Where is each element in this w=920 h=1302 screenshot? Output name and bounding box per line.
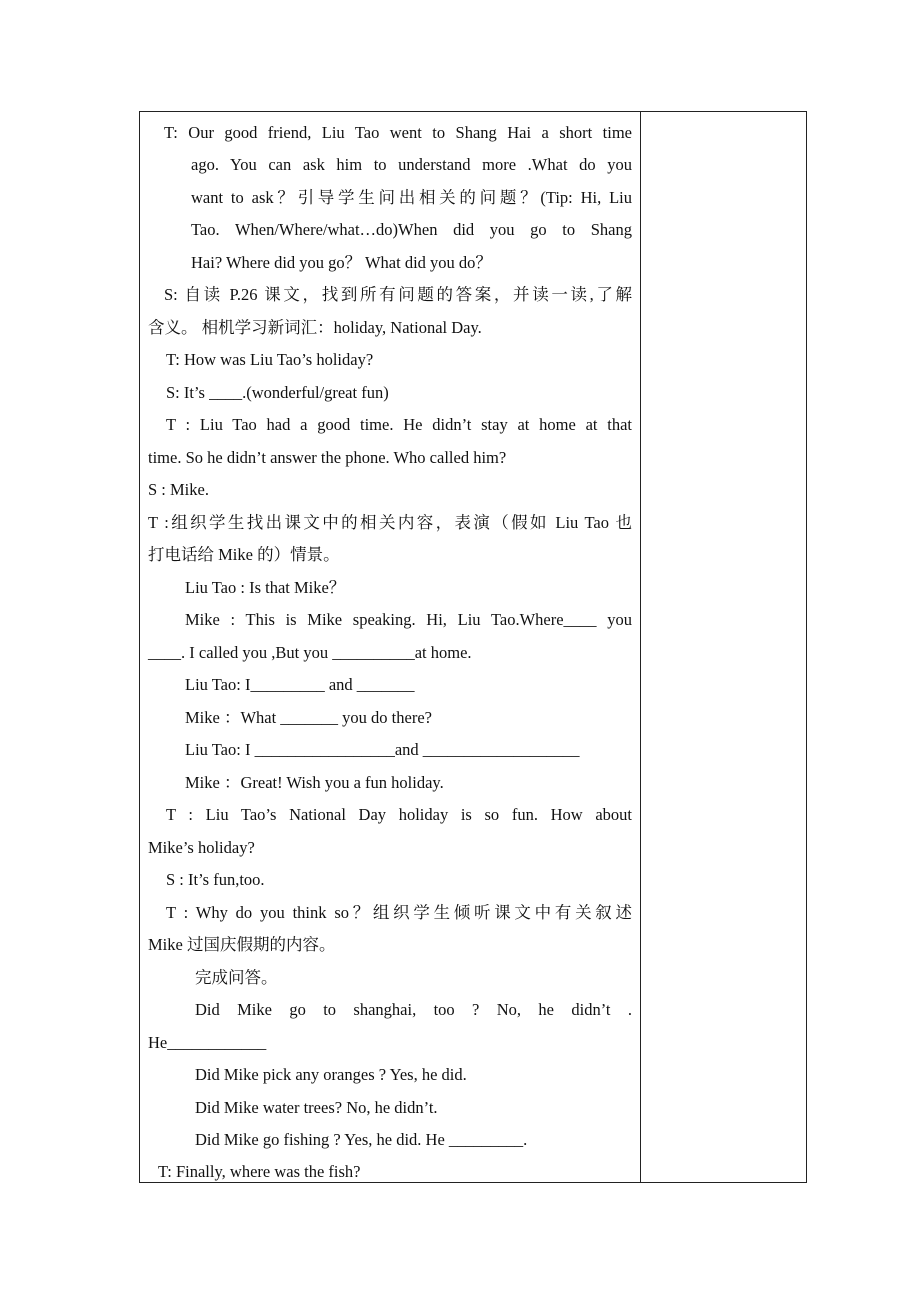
dialogue-line: Mike ：What _______ you do there? <box>185 708 432 727</box>
text-line: T: Our good friend, Liu Tao went to Shang Hai a short time <box>164 123 632 142</box>
dialogue-line: Liu Tao: I _________________and ___________________ <box>185 740 580 759</box>
question-line: Did Mike go to shanghai, too ? No, he didn’t . <box>195 1000 632 1019</box>
text-line: T : Why do you think so？组织学生倾听课文中有关叙述 <box>166 903 632 922</box>
dialogue-line: ____. I called you ,But you __________at home. <box>148 643 472 662</box>
text-line: S: It’s ____.(wonderful/great fun) <box>166 383 389 402</box>
text-line: Tao. When/Where/what…do)When did you go to Shang <box>191 220 632 239</box>
lesson-content-cell <box>140 112 640 1182</box>
text-line: 打电话给 Mike 的）情景。 <box>148 545 340 564</box>
dialogue-line: Mike ：Great! Wish you a fun holiday. <box>185 773 444 792</box>
question-line: Did Mike go fishing ? Yes, he did. He _________. <box>195 1130 528 1149</box>
text-line: Mike’s holiday? <box>148 838 255 857</box>
text-line: Hai? Where did you go？ What did you do？ <box>191 253 492 272</box>
lesson-table <box>139 111 807 1183</box>
question-line: Did Mike water trees? No, he didn’t. <box>195 1098 438 1117</box>
text-line: T : Liu Tao’s National Day holiday is so fun. How about <box>166 805 632 824</box>
text-line: T :组织学生找出课文中的相关内容，表演（假如 Liu Tao 也 <box>148 513 632 532</box>
text-line: ago. You can ask him to understand more .What do you <box>191 155 632 174</box>
dialogue-line: Liu Tao: I_________ and _______ <box>185 675 415 694</box>
text-line: T: Finally, where was the fish? <box>158 1162 361 1181</box>
text-line: 完成问答。 <box>195 968 278 987</box>
text-line: 含义。 相机学习新词汇：holiday, National Day. <box>148 318 482 337</box>
text-line: Mike 过国庆假期的内容。 <box>148 935 336 954</box>
text-line: S: 自读 P.26 课文，找到所有问题的答案，并读一读,了解 <box>164 285 632 304</box>
text-line: S : Mike. <box>148 480 209 499</box>
question-line: He____________ <box>148 1033 267 1052</box>
dialogue-line: Mike : This is Mike speaking. Hi, Liu Tao.Where____ you <box>185 610 632 629</box>
dialogue-line: Liu Tao : Is that Mike？ <box>185 578 346 597</box>
text-line: time. So he didn’t answer the phone. Who called him? <box>148 448 507 467</box>
notes-cell <box>641 112 806 1182</box>
text-line: S : It’s fun,too. <box>166 870 265 889</box>
text-line: want to ask？引导学生问出相关的问题？(Tip: Hi, Liu <box>191 188 632 207</box>
text-line: T: How was Liu Tao’s holiday? <box>166 350 374 369</box>
question-line: Did Mike pick any oranges ? Yes, he did. <box>195 1065 467 1084</box>
text-line: T : Liu Tao had a good time. He didn’t stay at home at that <box>166 415 632 434</box>
